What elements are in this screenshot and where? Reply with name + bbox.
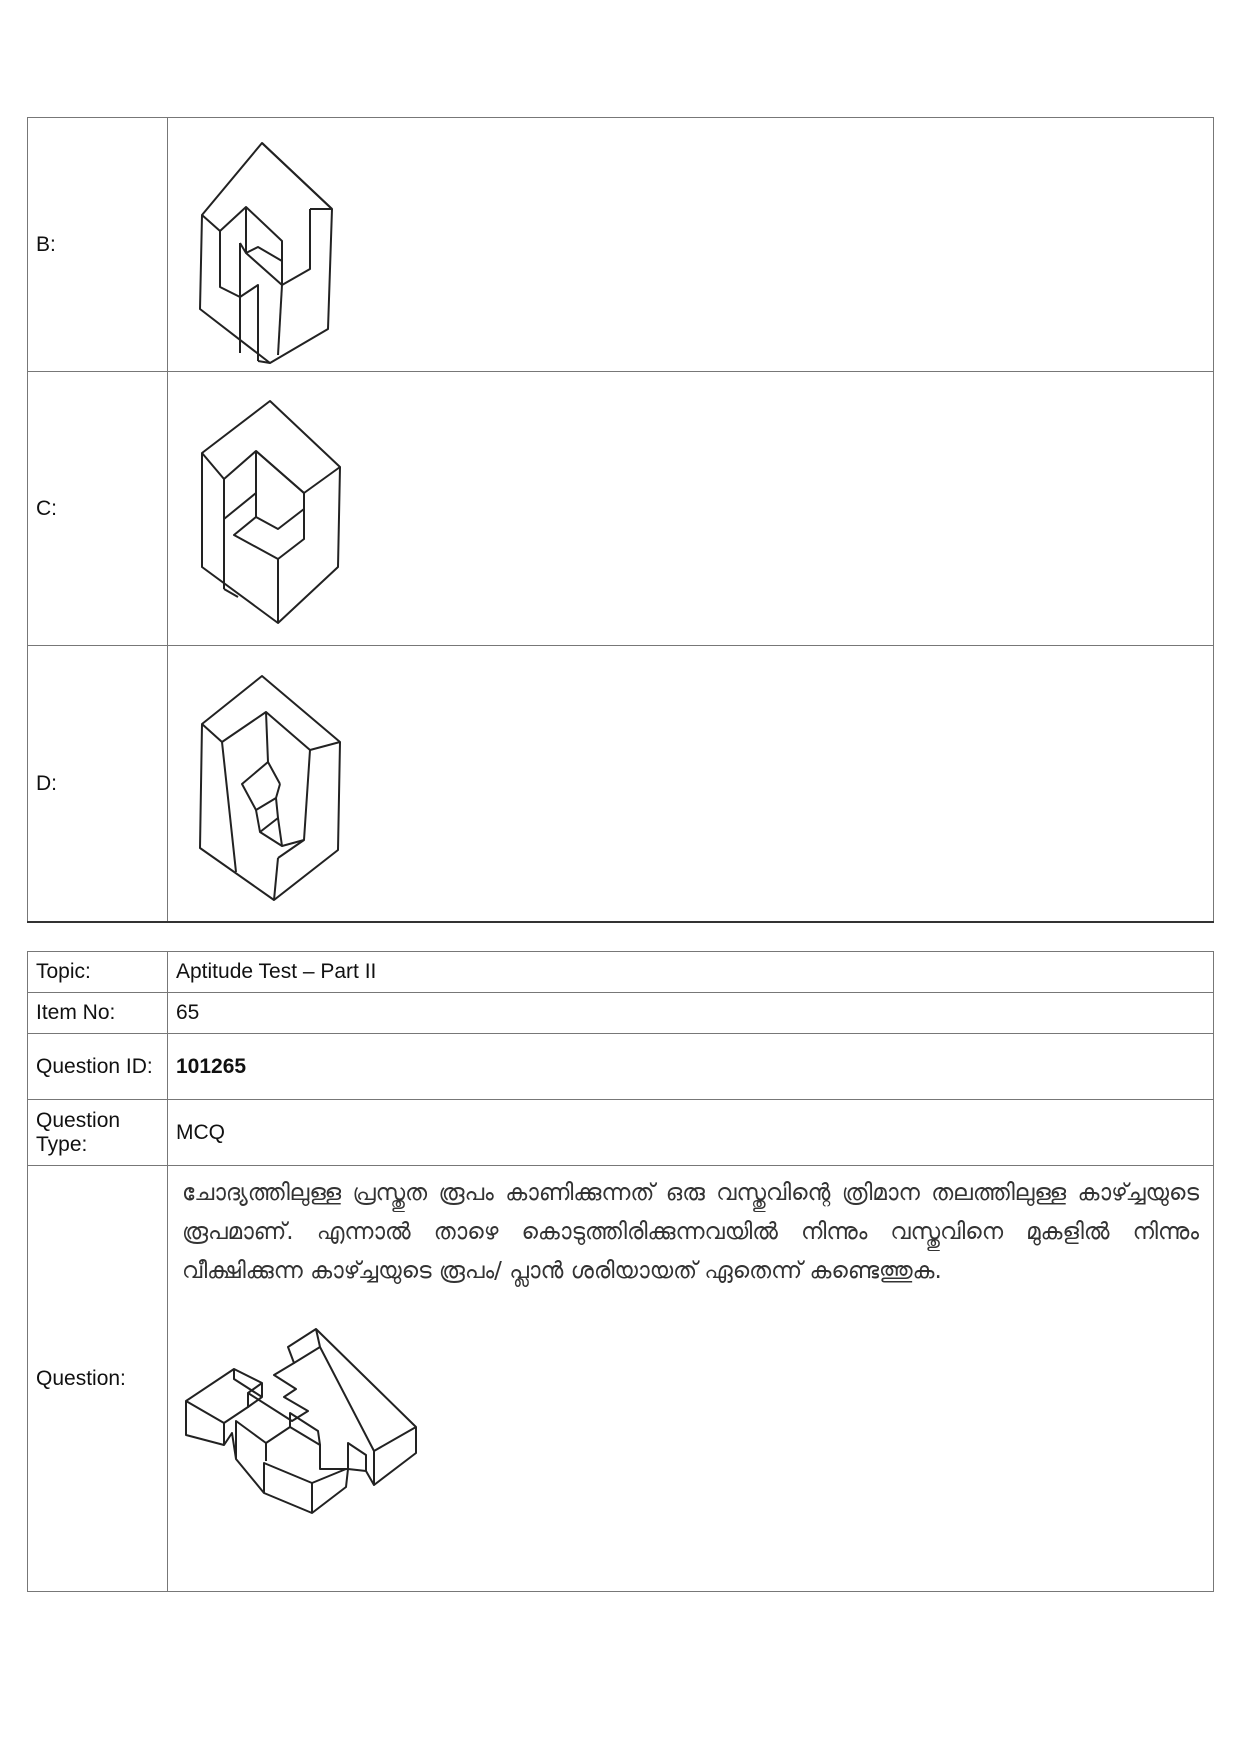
option-row-b xyxy=(28,118,1214,372)
question-type-label: Question Type: xyxy=(28,1100,168,1166)
option-row-c xyxy=(28,372,1214,646)
item-label: Item No: xyxy=(28,993,168,1034)
option-b-isometric-shape xyxy=(182,125,352,365)
question-id-label: Question ID: xyxy=(28,1034,168,1100)
item-row xyxy=(28,993,1214,1034)
option-label: D: xyxy=(28,646,168,923)
item-value: 65 xyxy=(168,993,1214,1034)
question-row xyxy=(28,1166,1214,1592)
question-id-value: 101265 xyxy=(168,1034,1214,1100)
option-label: B: xyxy=(28,118,168,372)
question-isometric-h-shape xyxy=(180,1313,440,1543)
option-figure-cell xyxy=(168,372,1214,646)
question-id-row xyxy=(28,1034,1214,1100)
option-c-isometric-shape xyxy=(182,389,352,629)
topic-row xyxy=(28,952,1214,993)
question-type-value: MCQ xyxy=(168,1100,1214,1166)
option-figure-cell xyxy=(168,646,1214,923)
question-meta-table xyxy=(27,951,1214,1592)
option-d-isometric-shape xyxy=(182,664,352,904)
question-label: Question: xyxy=(28,1166,168,1592)
question-type-row xyxy=(28,1100,1214,1166)
option-row-d xyxy=(28,646,1214,923)
question-cell xyxy=(168,1166,1214,1592)
option-label: C: xyxy=(28,372,168,646)
topic-value: Aptitude Test – Part II xyxy=(168,952,1214,993)
options-table xyxy=(27,117,1214,923)
question-text: ചോദ്യത്തിലുള്ള പ്രസ്തുത രൂപം കാണിക്കുന്നത് ഒരു വസ്തുവിന്റെ ത്രിമാന തലത്തിലുള്ള കാഴ്ച്ചയുടെ രൂപമാണ്. എന്നാൽ താഴെ കൊടുത്തിരിക്കുന്നവയിൽ നിന്നും വസ്തുവിനെ മുകളിൽ നിന്നും വീക്ഷിക്കുന്ന കാഴ്ച്ചയുടെ രൂപം/ പ്ലാൻ ശരിയായത് ഏതെന്ന് കണ്ടെത്തുക. xyxy=(182,1180,1199,1284)
topic-label: Topic: xyxy=(28,952,168,993)
option-figure-cell xyxy=(168,118,1214,372)
